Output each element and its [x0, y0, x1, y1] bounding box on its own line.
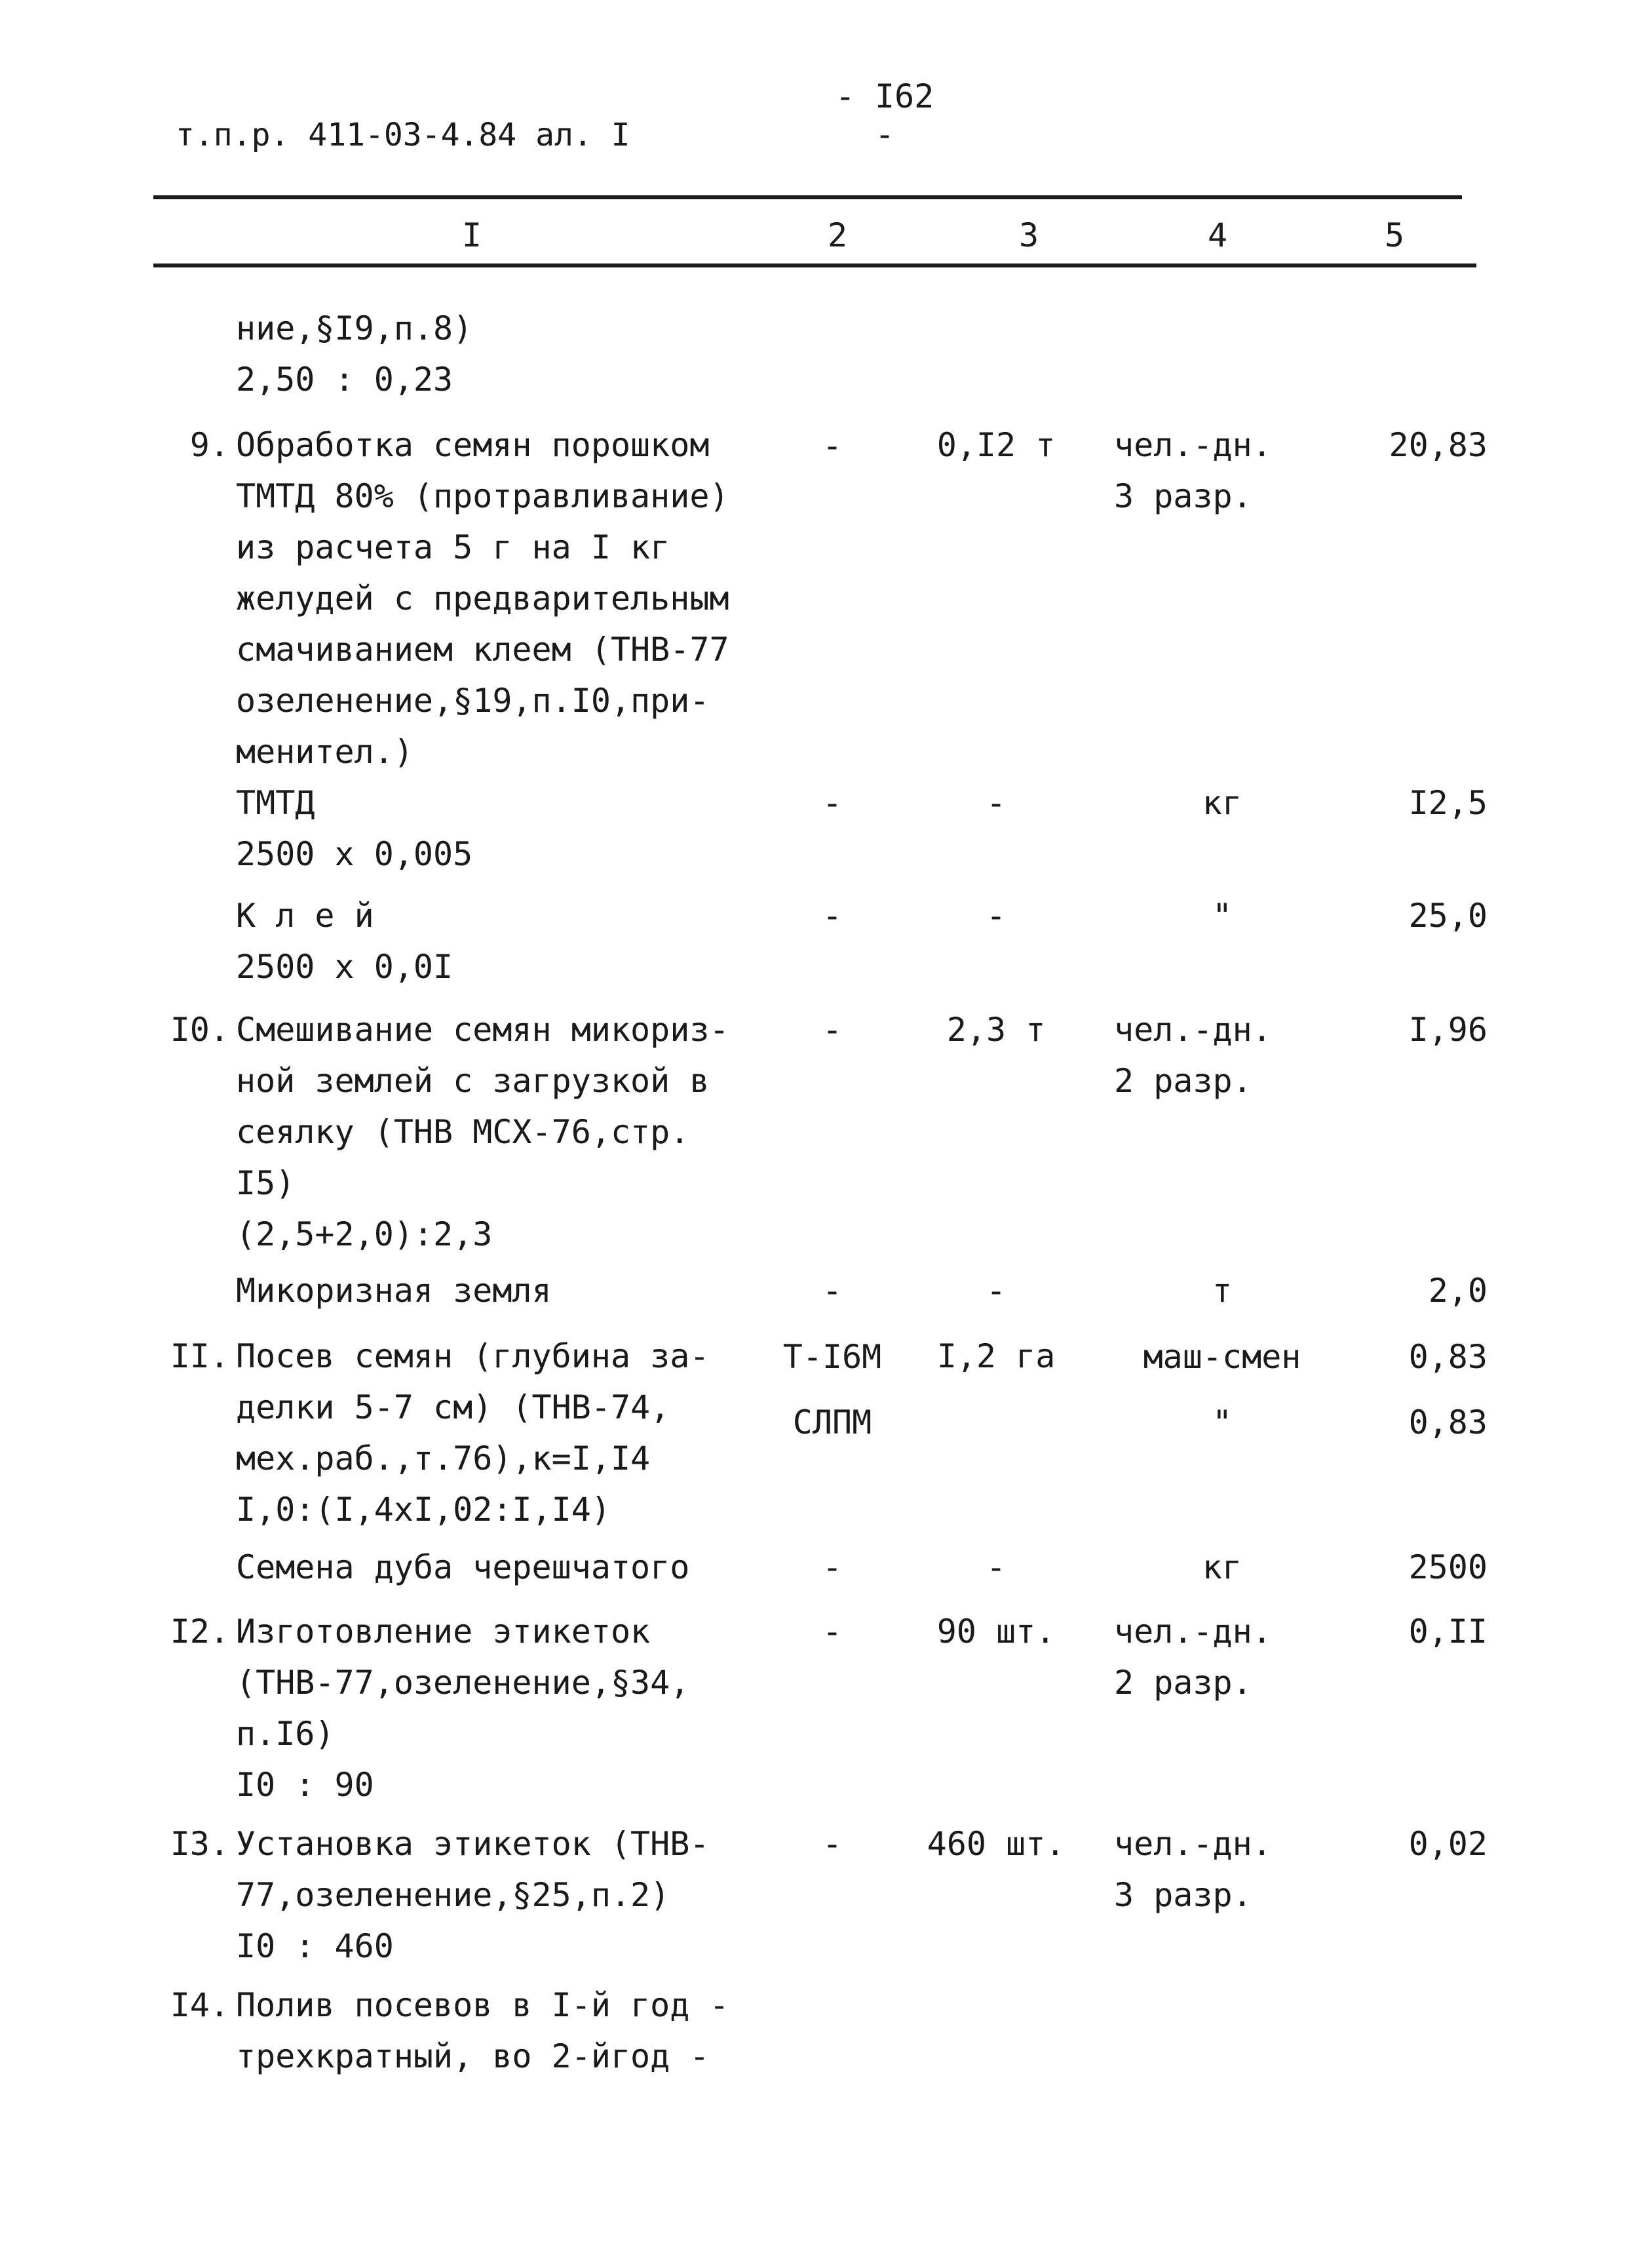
row-col5: 0,83 0,83 — [1408, 1338, 1488, 1441]
row-col2: - — [822, 784, 843, 822]
row-col3: - — [986, 1548, 1007, 1586]
row-col5: 25,0 — [1408, 897, 1488, 935]
row-number: I4. — [170, 1986, 229, 2024]
row-col2: Т-I6М СЛПМ — [782, 1338, 882, 1441]
row-col2: - — [822, 1272, 843, 1310]
row-description: Семена дуба черешчатого — [236, 1548, 690, 1586]
row-col4: " — [1212, 897, 1233, 935]
row-col2: - — [822, 1613, 843, 1651]
row-col3: - — [986, 784, 1007, 822]
column-header-2: 2 — [827, 216, 848, 254]
column-header-4: 4 — [1207, 216, 1228, 254]
row-col4: чел.-дн. 3 разр. — [1114, 1825, 1272, 1914]
row-description: ние,§I9,п.8) 2,50 : 0,23 — [236, 309, 473, 399]
row-description: Обработка семян порошком ТМТД 80% (протравливание) из расчета 5 г на I кг желудей с предварительным смачиванием клеем (ТНВ-77 озеленение,§19,п.I0,при- менител.) — [236, 426, 729, 771]
row-number: II. — [170, 1337, 229, 1375]
row-col4: кг — [1202, 1548, 1242, 1586]
row-col3: 90 шт. — [936, 1613, 1056, 1651]
column-header-1: I — [461, 216, 482, 254]
row-description: Изготовление этикеток (ТНВ-77,озеленение,§34, п.I6) I0 : 90 — [236, 1613, 690, 1804]
row-col5: 0,II — [1408, 1613, 1488, 1651]
row-col2: - — [822, 1011, 843, 1049]
row-col3: 460 шт. — [927, 1825, 1066, 1863]
row-description: К л е й 2500 х 0,0I — [236, 897, 453, 986]
document-reference: т.п.р. 411-03-4.84 ал. I — [176, 117, 630, 153]
table-header-rule — [153, 264, 1476, 267]
row-col2: - — [822, 897, 843, 935]
row-description: Установка этикеток (ТНВ- 77,озеленение,§25,п.2) I0 : 460 — [236, 1825, 710, 1965]
row-col3: I,2 га — [936, 1337, 1056, 1375]
row-number: I2. — [170, 1613, 229, 1651]
row-col4: кг — [1202, 784, 1242, 822]
row-col2: - — [822, 427, 843, 465]
row-col4: маш-смен " — [1143, 1338, 1301, 1441]
row-description: ТМТД 2500 х 0,005 — [236, 784, 473, 873]
row-description: Смешивание семян микориз- ной землей с загрузкой в сеялку (ТНВ МСХ-76,стр. I5) (2,5+2,0):2,3 — [236, 1011, 729, 1253]
row-col4: чел.-дн. 3 разр. — [1114, 426, 1272, 515]
row-number: I0. — [170, 1011, 229, 1049]
row-number: 9. — [189, 426, 229, 464]
row-number: I3. — [170, 1825, 229, 1863]
row-col4: т — [1212, 1272, 1233, 1310]
row-description: Полив посевов в I-й год - трехкратный, во 2-йгод - — [236, 1986, 729, 2075]
row-col5: 20,83 — [1389, 426, 1488, 464]
row-col2: - — [822, 1548, 843, 1586]
row-description: Посев семян (глубина за- делки 5-7 см) (ТНВ-74, мех.раб.,т.76),к=I,I4 I,0:(I,4хI,02:I,I4) — [236, 1337, 710, 1529]
page-number: - I62 - — [835, 77, 934, 153]
row-col3: 0,I2 т — [936, 426, 1056, 464]
table-top-rule — [153, 195, 1462, 199]
column-header-3: 3 — [1018, 216, 1039, 254]
row-col2: - — [822, 1825, 843, 1863]
row-col3: 2,3 т — [946, 1011, 1046, 1049]
row-col4: чел.-дн. 2 разр. — [1114, 1011, 1272, 1100]
row-col4: чел.-дн. 2 разр. — [1114, 1613, 1272, 1702]
row-description: Микоризная земля — [236, 1272, 552, 1310]
row-col5: 0,02 — [1408, 1825, 1488, 1863]
column-header-5: 5 — [1384, 216, 1405, 254]
row-col5: I,96 — [1408, 1011, 1488, 1049]
row-col5: 2500 — [1408, 1548, 1488, 1586]
row-col5: 2,0 — [1428, 1272, 1488, 1310]
row-col3: - — [986, 897, 1007, 935]
row-col3: - — [986, 1272, 1007, 1310]
row-col5: I2,5 — [1408, 784, 1488, 822]
